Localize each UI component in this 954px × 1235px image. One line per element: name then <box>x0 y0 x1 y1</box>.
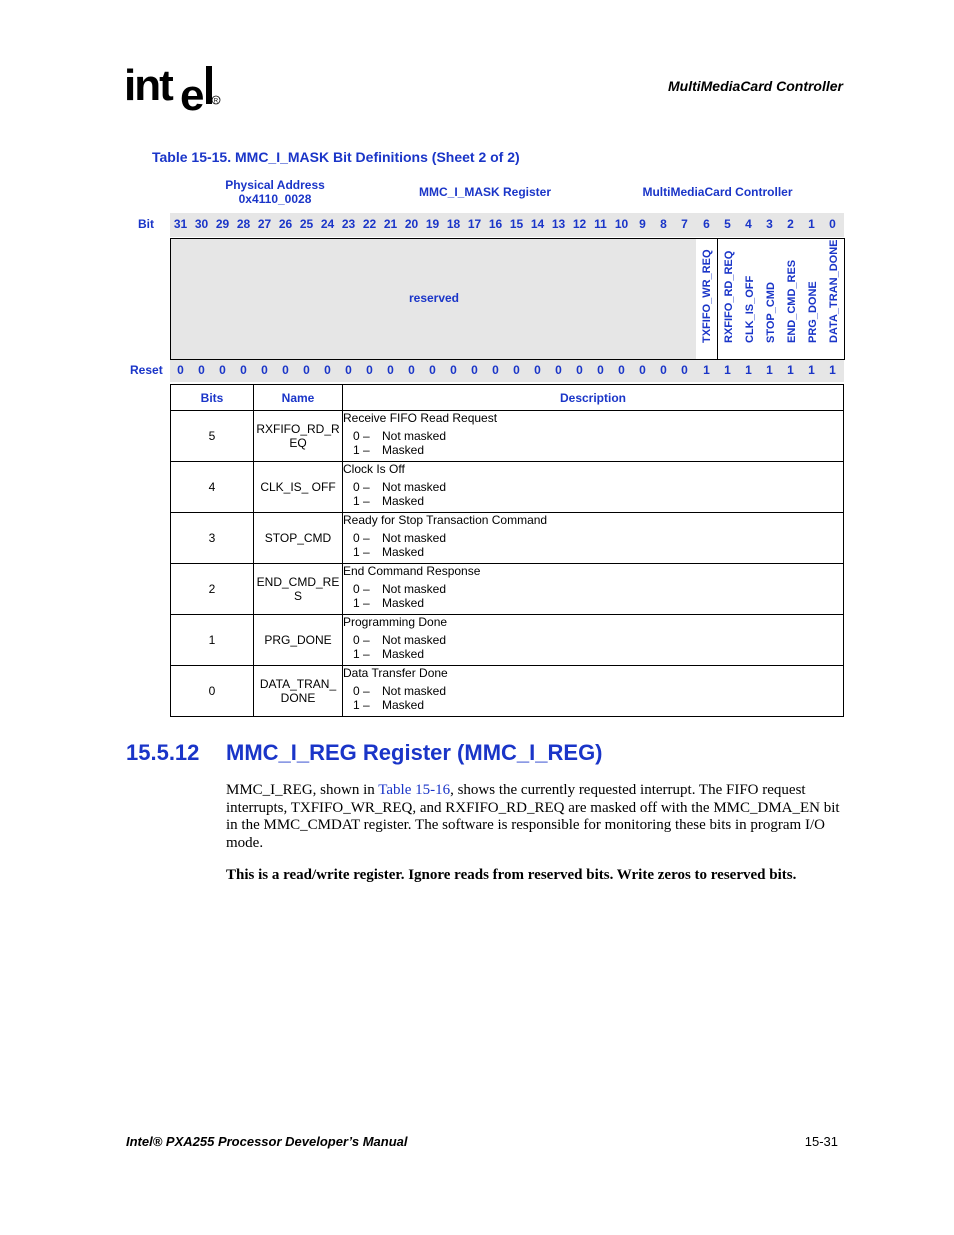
option-key: 1 – <box>353 698 370 712</box>
bit-number: 1 <box>808 217 815 231</box>
reset-values <box>170 360 844 382</box>
description-title: Receive FIFO Read Request <box>343 411 498 425</box>
option-value: Masked <box>382 596 425 610</box>
reset-value: 0 <box>261 363 268 377</box>
field-data-tran-done <box>823 238 845 360</box>
footer-page-number: 15-31 <box>804 1134 838 1149</box>
cell-description <box>343 615 844 666</box>
reset-value: 0 <box>597 363 604 377</box>
reset-value: 0 <box>366 363 373 377</box>
bit-number: 9 <box>639 217 646 231</box>
reset-value: 1 <box>808 363 815 377</box>
reset-row-label: Reset <box>130 363 163 377</box>
cell-description <box>343 564 844 615</box>
reset-value: 0 <box>576 363 583 377</box>
bit-number: 20 <box>404 217 419 231</box>
option-key: 0 – <box>353 429 370 443</box>
cell-name: DATA_TRAN_ DONE <box>254 666 343 717</box>
reserved-field <box>170 238 698 360</box>
description-option <box>343 647 843 661</box>
description-option <box>343 480 843 494</box>
description-option <box>343 633 843 647</box>
bit-number: 23 <box>341 217 356 231</box>
address-value: 0x4110_0028 <box>238 192 312 206</box>
reset-value: 0 <box>639 363 646 377</box>
section-number: 15.5.12 <box>126 740 200 765</box>
field-label: END_CMD_RES <box>785 259 798 343</box>
bit-number: 0 <box>829 217 836 231</box>
bit-number: 29 <box>215 217 230 231</box>
reset-value: 0 <box>618 363 625 377</box>
bit-number: 28 <box>236 217 251 231</box>
field-rxfifo-rd-req <box>718 238 740 360</box>
register-fields <box>170 238 844 360</box>
bit-number: 16 <box>488 217 503 231</box>
table-caption: Table 15-15. MMC_I_MASK Bit Definitions (Sheet 2 of 2) <box>152 149 520 165</box>
description-title: Clock Is Off <box>343 462 405 476</box>
reset-value: 0 <box>240 363 247 377</box>
option-key: 1 – <box>353 545 370 559</box>
table-row <box>171 411 844 462</box>
bit-number: 10 <box>614 217 629 231</box>
bit-number: 25 <box>299 217 314 231</box>
description-option <box>343 582 843 596</box>
bit-number: 22 <box>362 217 377 231</box>
bit-number: 17 <box>467 217 482 231</box>
description-title: End Command Response <box>343 564 481 578</box>
reset-row <box>130 360 844 382</box>
svg-text:R: R <box>213 98 219 105</box>
cell-name: RXFIFO_RD_REQ <box>254 411 343 462</box>
option-value: Not masked <box>382 633 447 647</box>
reset-value: 1 <box>703 363 710 377</box>
reset-value: 0 <box>219 363 226 377</box>
bit-number: 8 <box>660 217 667 231</box>
header-name: Name <box>254 385 343 411</box>
register-note: This is a read/write register. Ignore reads from reserved bits. Write zeros to reserved bits. <box>226 867 797 883</box>
reset-value: 0 <box>408 363 415 377</box>
option-value: Masked <box>382 698 425 712</box>
bit-number: 6 <box>703 217 710 231</box>
field-label: TXFIFO_WR_REQ <box>700 249 713 343</box>
option-value: Masked <box>382 494 425 508</box>
option-key: 0 – <box>353 633 370 647</box>
cell-name: END_CMD_RES <box>254 564 343 615</box>
option-value: Masked <box>382 443 425 457</box>
bit-number: 2 <box>787 217 794 231</box>
reset-value: 0 <box>345 363 352 377</box>
reset-value: 0 <box>324 363 331 377</box>
section-heading <box>126 740 603 766</box>
field-txfifo-wr-req <box>696 238 718 360</box>
option-key: 0 – <box>353 582 370 596</box>
field-label: CLK_IS_OFF <box>743 275 756 343</box>
bit-number: 3 <box>766 217 773 231</box>
reset-value: 0 <box>471 363 478 377</box>
bit-number: 19 <box>425 217 440 231</box>
table-header-row <box>171 385 844 411</box>
option-value: Not masked <box>382 582 447 596</box>
header-description: Description <box>343 385 844 411</box>
bit-number: 14 <box>530 217 545 231</box>
bit-number: 15 <box>509 217 524 231</box>
field-end-cmd-res <box>781 238 803 360</box>
description-title: Ready for Stop Transaction Command <box>343 513 548 527</box>
option-key: 1 – <box>353 443 370 457</box>
cell-bit: 3 <box>171 513 254 564</box>
reset-value: 1 <box>829 363 836 377</box>
bit-number: 31 <box>173 217 188 231</box>
bit-number: 12 <box>572 217 587 231</box>
reset-value: 1 <box>787 363 794 377</box>
field-label: RXFIFO_RD_REQ <box>722 250 735 343</box>
description-option <box>343 429 843 443</box>
table-row <box>171 666 844 717</box>
bit-numbers <box>170 213 844 237</box>
register-unit: MultiMediaCard Controller <box>642 185 793 199</box>
bit-number: 13 <box>551 217 566 231</box>
header-bits: Bits <box>171 385 254 411</box>
table-row <box>171 615 844 666</box>
reset-value: 0 <box>429 363 436 377</box>
svg-text:int: int <box>124 61 172 110</box>
option-key: 0 – <box>353 531 370 545</box>
reset-value: 0 <box>450 363 457 377</box>
description-option <box>343 531 843 545</box>
cell-bit: 1 <box>171 615 254 666</box>
cell-bit: 2 <box>171 564 254 615</box>
option-key: 1 – <box>353 494 370 508</box>
address-label: Physical Address <box>225 178 325 192</box>
reset-value: 0 <box>534 363 541 377</box>
option-value: Masked <box>382 647 425 661</box>
field-label: PRG_DONE <box>806 281 819 343</box>
option-value: Not masked <box>382 684 447 698</box>
cell-name: STOP_CMD <box>254 513 343 564</box>
option-key: 0 – <box>353 684 370 698</box>
bit-number: 21 <box>383 217 398 231</box>
table-row <box>171 462 844 513</box>
reset-value: 1 <box>766 363 773 377</box>
table-reference-link[interactable]: Table 15-16 <box>378 782 451 798</box>
option-value: Not masked <box>382 429 447 443</box>
reset-value: 1 <box>745 363 752 377</box>
reset-value: 0 <box>303 363 310 377</box>
physical-address <box>210 178 340 206</box>
reset-value: 0 <box>177 363 184 377</box>
bit-number-row <box>130 213 844 237</box>
reset-value: 0 <box>660 363 667 377</box>
bit-number: 18 <box>446 217 461 231</box>
description-option <box>343 545 843 559</box>
svg-text:e: e <box>180 71 205 118</box>
bit-row-label: Bit <box>138 217 154 231</box>
description-option <box>343 494 843 508</box>
cell-name: CLK_IS_ OFF <box>254 462 343 513</box>
header-title: MultiMediaCard Controller <box>667 78 843 94</box>
cell-bit: 4 <box>171 462 254 513</box>
reset-value: 0 <box>555 363 562 377</box>
description-option <box>343 698 843 712</box>
paragraph-text: , shows the currently requested interrupt. The FIFO request interrupts, TXFIFO_WR_REQ, and RXFIFO_RD_REQ are masked off with the MMC_DMA_EN bit in the MMC_CMDAT register. The software is responsible for monitoring these bits in program I/O mode. <box>226 782 840 851</box>
field-stop-cmd <box>760 238 782 360</box>
intel-logo <box>122 58 222 118</box>
body-paragraph <box>226 782 844 852</box>
bit-number: 4 <box>745 217 752 231</box>
cell-description <box>343 411 844 462</box>
description-title: Programming Done <box>343 615 448 629</box>
cell-name: PRG_DONE <box>254 615 343 666</box>
reset-value: 0 <box>387 363 394 377</box>
field-prg-done <box>802 238 824 360</box>
option-key: 1 – <box>353 647 370 661</box>
cell-description <box>343 666 844 717</box>
description-option <box>343 596 843 610</box>
reset-value: 0 <box>681 363 688 377</box>
table-row <box>171 513 844 564</box>
reserved-label: reserved <box>408 291 460 305</box>
option-value: Not masked <box>382 531 447 545</box>
cell-description <box>343 513 844 564</box>
section-title: MMC_I_REG Register (MMC_I_REG) <box>226 740 603 765</box>
description-option <box>343 684 843 698</box>
bit-number: 5 <box>724 217 731 231</box>
reset-value: 1 <box>724 363 731 377</box>
field-clk-is-off <box>739 238 761 360</box>
bit-number: 7 <box>681 217 688 231</box>
field-label: STOP_CMD <box>764 282 777 343</box>
bit-number: 30 <box>194 217 209 231</box>
bit-number: 11 <box>594 217 607 231</box>
register-name: MMC_I_MASK Register <box>418 185 552 199</box>
reset-value: 0 <box>513 363 520 377</box>
option-value: Not masked <box>382 480 447 494</box>
reset-value: 0 <box>282 363 289 377</box>
bit-number: 26 <box>278 217 293 231</box>
description-option <box>343 443 843 457</box>
option-value: Masked <box>382 545 425 559</box>
cell-bit: 5 <box>171 411 254 462</box>
reset-value: 0 <box>198 363 205 377</box>
cell-description <box>343 462 844 513</box>
paragraph-text: MMC_I_REG, shown in <box>226 782 379 798</box>
bit-definitions-table <box>170 384 844 717</box>
footer-manual-title: Intel® PXA255 Processor Developer’s Manual <box>126 1134 408 1149</box>
cell-bit: 0 <box>171 666 254 717</box>
field-label: DATA_TRAN_DONE <box>827 239 840 343</box>
option-key: 0 – <box>353 480 370 494</box>
description-title: Data Transfer Done <box>343 666 448 680</box>
bit-number: 27 <box>257 217 272 231</box>
reset-value: 0 <box>492 363 499 377</box>
table-row <box>171 564 844 615</box>
bit-number: 24 <box>320 217 335 231</box>
option-key: 1 – <box>353 596 370 610</box>
